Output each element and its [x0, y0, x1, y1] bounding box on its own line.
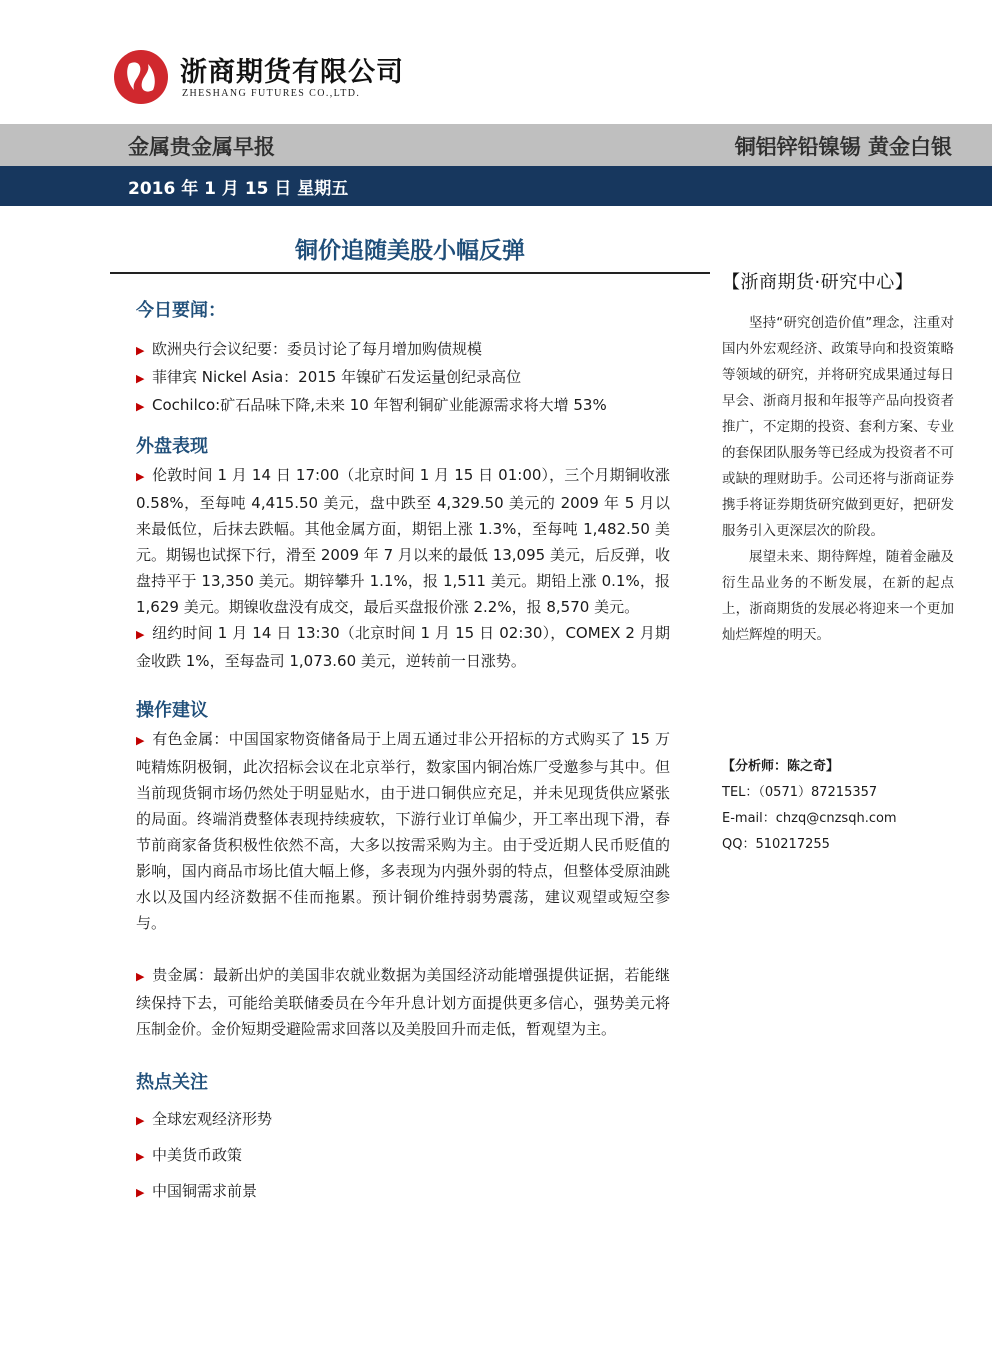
list-item: ▶ 中国铜需求前景: [136, 1174, 670, 1210]
section-title-news: 今日要闻：: [136, 300, 226, 321]
sidebar-paragraph: 坚持“研究创造价值”理念，注重对国内外宏观经济、政策导向和投资策略等领域的研究，并将研究成果通过每日早会、浙商月报和年报等产品向投资者推广，不定期的投资、套利方案、专业的套保团队服务等已经成为投资者不可或缺的理财助手。公司还将与浙商证券携手将证券期货研究做到更好，把研发服务引入更深层次的阶段。: [722, 315, 954, 539]
list-item: ▶ Cochilco:矿石品味下降,未来 10 年智利铜矿业能源需求将大增 53%: [136, 392, 670, 420]
contact-email: E-mail：chzq@cnzsqh.com: [722, 811, 897, 826]
headline-divider: [110, 272, 710, 274]
main-content: [136, 296, 670, 1210]
triangle-right-icon: ▶: [136, 970, 145, 983]
sidebar-title: 【浙商期货·研究中心】: [722, 272, 914, 293]
triangle-right-icon: ▶: [136, 1114, 145, 1127]
company-name-cn: 浙商期货有限公司: [180, 57, 404, 88]
sidebar: [722, 268, 954, 648]
news-list: [136, 336, 670, 420]
list-item: ▶ 纽约时间 1 月 14 日 13:30（北京时间 1 月 15 日 02:30），COMEX 2 月期金收跌 1%，至每盎司 1,073.60 美元，逆转前一日涨势。: [136, 624, 670, 670]
list-item: ▶ 贵金属：最新出炉的美国非农就业数据为美国经济动能增强提供证据，若能继续保持下去，可能给美联储委员在今年升息计划方面提供更多信心，强势美元将压制金价。金价短期受避险需求回落以及美股回升而走低，暂观望为主。: [136, 966, 670, 1038]
report-date: 2016 年 1 月 15 日 星期五: [128, 179, 349, 199]
section-title-advice: 操作建议: [136, 700, 208, 721]
triangle-right-icon: ▶: [136, 372, 145, 385]
company-logo: [112, 44, 402, 108]
triangle-right-icon: ▶: [136, 734, 145, 747]
zheshang-logo-icon: [112, 48, 170, 106]
section-advice: [136, 696, 670, 1042]
section-overseas: [136, 432, 670, 674]
headline: 铜价追随美股小幅反弹: [295, 238, 525, 264]
metals-list: 铜铝锌铅镍锡 黄金白银: [734, 135, 952, 159]
triangle-right-icon: ▶: [136, 344, 145, 357]
section-news: [136, 296, 670, 420]
list-item: ▶ 欧洲央行会议纪要：委员讨论了每月增加购债规模: [136, 336, 670, 364]
contact-qq: QQ：510217255: [722, 837, 830, 852]
list-item: ▶ 中美货币政策: [136, 1138, 670, 1174]
analyst-contact: [722, 754, 962, 858]
date-band: [0, 166, 992, 206]
analyst-name: 【分析师：陈之奇】: [722, 759, 840, 774]
triangle-right-icon: ▶: [136, 470, 145, 483]
report-header-band: [0, 124, 992, 166]
triangle-right-icon: ▶: [136, 628, 145, 641]
list-item: ▶ 有色金属：中国国家物资储备局于上周五通过非公开招标的方式购买了 15 万吨精炼阴极铜，此次招标会议在北京举行，数家国内铜冶炼厂受邀参与其中。但当前现货铜市场仍然处于明显贴水，由于进口铜供应充足，并未见现货供应紧张的局面。终端消费整体表现持续疲软，下游行业订单偏少，开工率出现下滑，春节前商家备货积极性依然不高，大多以按需采购为主。由于受近期人民币贬值的影响，国内商品市场比值大幅上修，多表现为内强外弱的特点，但整体受原油跳水以及国内经济数据不佳而拖累。预计铜价维持弱势震荡，建议观望或短空参与。: [136, 730, 670, 932]
list-item: ▶ 全球宏观经济形势: [136, 1102, 670, 1138]
section-title-hot: 热点关注: [136, 1072, 208, 1093]
section-title-overseas: 外盘表现: [136, 436, 208, 457]
sidebar-paragraph: 展望未来、期待辉煌，随着金融及衍生品业务的不断发展，在新的起点上，浙商期货的发展必将迎来一个更加灿烂辉煌的明天。: [722, 549, 954, 643]
triangle-right-icon: ▶: [136, 1150, 145, 1163]
triangle-right-icon: ▶: [136, 1186, 145, 1199]
list-item: ▶ 伦敦时间 1 月 14 日 17:00（北京时间 1 月 15 日 01:00），三个月期铜收涨 0.58%，至每吨 4,415.50 美元，盘中跌至 4,329.50 美元的 2009 年 5 月以来最低位，后抹去跌幅。其他金属方面，期铝上涨 1.3%，至每吨 1,482.50 美元。期锡也试探下行，滑至 2009 年 7 月以来的最低 13,095 美元，后反弹，收盘持平于 13,350 美元。期锌攀升 1.1%，报 1,511 美元。期铅上涨 0.1%，报 1,629 美元。期镍收盘没有成交，最后买盘报价涨 2.2%，报 8,570 美元。: [136, 466, 670, 616]
company-name-en: ZHESHANG FUTURES CO.,LTD.: [182, 88, 361, 99]
hot-list: [136, 1102, 670, 1210]
triangle-right-icon: ▶: [136, 400, 145, 413]
list-item: ▶ 菲律宾 Nickel Asia：2015 年镍矿石发运量创纪录高位: [136, 364, 670, 392]
report-name: 金属贵金属早报: [128, 135, 275, 159]
section-hot: [136, 1068, 670, 1210]
contact-tel: TEL：（0571）87215357: [722, 785, 878, 800]
